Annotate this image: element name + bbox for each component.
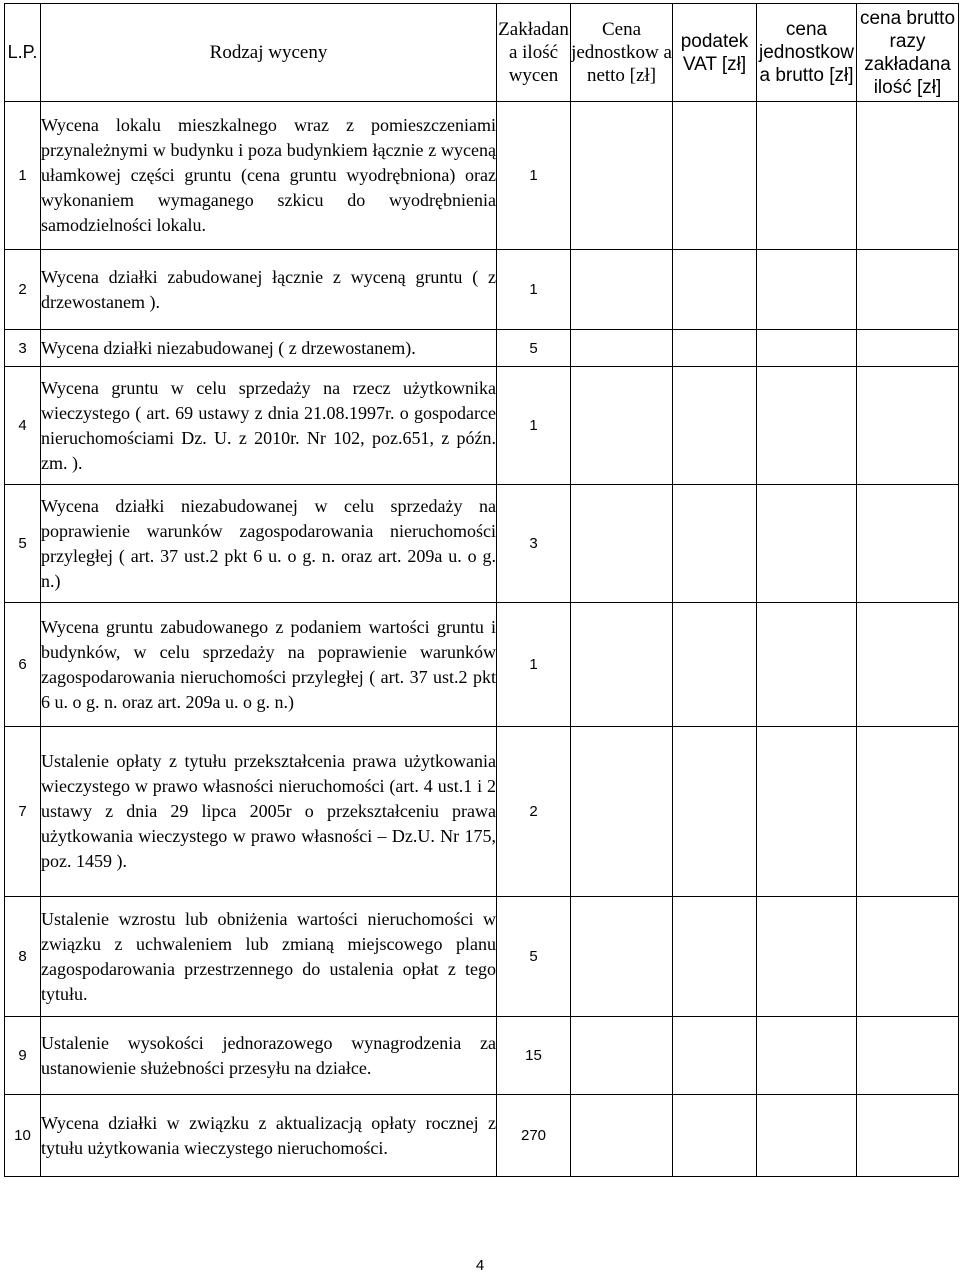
header-cena-brutto: cena jednostkow a brutto [zł] — [757, 4, 857, 102]
row-number: 9 — [5, 1017, 41, 1095]
row-number: 3 — [5, 330, 41, 367]
row-gross-price — [757, 102, 857, 250]
row-total — [857, 250, 959, 330]
row-number: 7 — [5, 727, 41, 897]
row-description: Wycena działki niezabudowanej ( z drzewostanem). — [41, 330, 497, 367]
row-number: 4 — [5, 367, 41, 485]
table-row — [5, 102, 959, 250]
table-row — [5, 897, 959, 1017]
table-row — [5, 485, 959, 603]
valuation-price-table — [4, 3, 959, 1177]
table-row — [5, 727, 959, 897]
header-rodzaj-wyceny: Rodzaj wyceny — [41, 4, 497, 102]
row-gross-price — [757, 250, 857, 330]
row-net-price — [571, 250, 673, 330]
row-vat — [673, 727, 757, 897]
row-net-price — [571, 603, 673, 727]
row-gross-price — [757, 727, 857, 897]
row-quantity: 15 — [497, 1017, 571, 1095]
row-net-price — [571, 1095, 673, 1177]
row-total — [857, 367, 959, 485]
header-cena-razem: cena brutto razy zakładana ilość [zł] — [857, 4, 959, 102]
row-gross-price — [757, 330, 857, 367]
header-cena-netto: Cena jednostkow a netto [zł] — [571, 4, 673, 102]
row-total — [857, 603, 959, 727]
row-description: Wycena działki w związku z aktualizacją opłaty rocznej z tytułu użytkowania wieczystego nieruchomości. — [41, 1095, 497, 1177]
row-gross-price — [757, 1017, 857, 1095]
row-description: Ustalenie opłaty z tytułu przekształcenia prawa użytkowania wieczystego w prawo własności nieruchomości (art. 4 ust.1 i 2 ustawy z dnia 29 lipca 2005r o przekształceniu prawa użytkowania wieczystego w prawo własności – Dz.U. Nr 175, poz. 1459 ). — [41, 727, 497, 897]
row-quantity: 2 — [497, 727, 571, 897]
row-description: Wycena lokalu mieszkalnego wraz z pomieszczeniami przynależnymi w budynku i poza budynkiem łącznie z wyceną ułamkowej części gruntu (cena gruntu wyodrębniona) oraz wykonaniem wymaganego szkicu do wyodrębnienia samodzielności lokalu. — [41, 102, 497, 250]
row-net-price — [571, 102, 673, 250]
row-net-price — [571, 727, 673, 897]
row-gross-price — [757, 603, 857, 727]
row-total — [857, 727, 959, 897]
row-number: 6 — [5, 603, 41, 727]
row-quantity: 3 — [497, 485, 571, 603]
row-vat — [673, 330, 757, 367]
header-podatek-vat: podatek VAT [zł] — [673, 4, 757, 102]
row-number: 1 — [5, 102, 41, 250]
row-vat — [673, 485, 757, 603]
row-number: 5 — [5, 485, 41, 603]
row-quantity: 1 — [497, 603, 571, 727]
row-number: 10 — [5, 1095, 41, 1177]
row-quantity: 5 — [497, 330, 571, 367]
row-number: 8 — [5, 897, 41, 1017]
row-vat — [673, 250, 757, 330]
row-total — [857, 485, 959, 603]
row-net-price — [571, 1017, 673, 1095]
row-gross-price — [757, 367, 857, 485]
row-gross-price — [757, 485, 857, 603]
row-vat — [673, 102, 757, 250]
row-vat — [673, 897, 757, 1017]
row-total — [857, 1095, 959, 1177]
row-quantity: 1 — [497, 250, 571, 330]
row-quantity: 5 — [497, 897, 571, 1017]
row-total — [857, 330, 959, 367]
page-number: 4 — [475, 1257, 485, 1274]
table-row — [5, 1017, 959, 1095]
row-total — [857, 102, 959, 250]
row-description: Wycena działki zabudowanej łącznie z wyceną gruntu ( z drzewostanem ). — [41, 250, 497, 330]
row-quantity: 1 — [497, 367, 571, 485]
row-quantity: 270 — [497, 1095, 571, 1177]
table-row — [5, 1095, 959, 1177]
table-row — [5, 367, 959, 485]
row-description: Wycena działki niezabudowanej w celu sprzedaży na poprawienie warunków zagospodarowania nieruchomości przyległej ( art. 37 ust.2 pkt 6 u. o g. n. oraz art. 209a u. o g. n.) — [41, 485, 497, 603]
row-net-price — [571, 485, 673, 603]
header-lp: L.P. — [5, 4, 41, 102]
row-net-price — [571, 897, 673, 1017]
row-description: Wycena gruntu w celu sprzedaży na rzecz użytkownika wieczystego ( art. 69 ustawy z dnia 21.08.1997r. o gospodarce nieruchomościami Dz. U. z 2010r. Nr 102, poz.651, z późn. zm. ). — [41, 367, 497, 485]
row-description: Ustalenie wysokości jednorazowego wynagrodzenia za ustanowienie służebności przesyłu na działce. — [41, 1017, 497, 1095]
table-row — [5, 250, 959, 330]
row-net-price — [571, 367, 673, 485]
row-gross-price — [757, 897, 857, 1017]
table-row — [5, 330, 959, 367]
row-quantity: 1 — [497, 102, 571, 250]
row-total — [857, 1017, 959, 1095]
row-number: 2 — [5, 250, 41, 330]
row-vat — [673, 1017, 757, 1095]
table-row — [5, 603, 959, 727]
row-description: Ustalenie wzrostu lub obniżenia wartości nieruchomości w związku z uchwaleniem lub zmianą miejscowego planu zagospodarowania przestrzennego do ustalenia opłat z tego tytułu. — [41, 897, 497, 1017]
row-gross-price — [757, 1095, 857, 1177]
row-vat — [673, 603, 757, 727]
row-net-price — [571, 330, 673, 367]
table-header-row — [5, 4, 959, 102]
row-vat — [673, 367, 757, 485]
header-zakladana-ilosc: Zakładan a ilość wycen — [497, 4, 571, 102]
row-vat — [673, 1095, 757, 1177]
row-description: Wycena gruntu zabudowanego z podaniem wartości gruntu i budynków, w celu sprzedaży na poprawienie warunków zagospodarowania nieruchomości przyległej ( art. 37 ust.2 pkt 6 u. o g. n. oraz art. 209a u. o g. n.) — [41, 603, 497, 727]
row-total — [857, 897, 959, 1017]
